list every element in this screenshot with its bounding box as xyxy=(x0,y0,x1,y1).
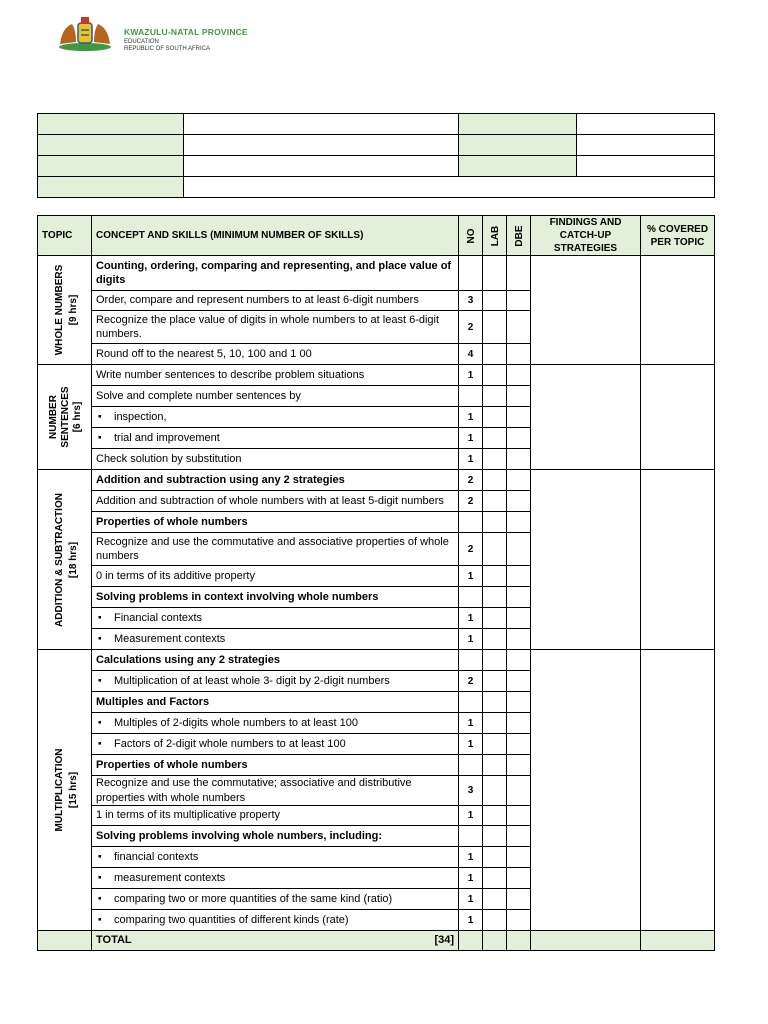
skill-count: 1 xyxy=(459,407,483,428)
lab-cell[interactable] xyxy=(483,650,507,671)
dbe-cell[interactable] xyxy=(507,533,531,566)
dbe-cell[interactable] xyxy=(507,512,531,533)
kzn-education-logo xyxy=(54,14,304,54)
lab-cell[interactable] xyxy=(483,344,507,365)
dbe-cell[interactable] xyxy=(507,629,531,650)
header-covered: % COVERED PER TOPIC xyxy=(641,216,715,256)
skill-cell: Addition and subtraction using any 2 strategies xyxy=(92,470,459,491)
skill-count: 2 xyxy=(459,470,483,491)
dbe-cell[interactable] xyxy=(507,692,531,713)
org-department: EDUCATION xyxy=(124,38,159,45)
info-form-table xyxy=(37,113,715,198)
skill-cell: Round off to the nearest 5, 10, 100 and 1 00 xyxy=(92,344,459,365)
covered-cell[interactable] xyxy=(641,256,715,365)
skill-count: 1 xyxy=(459,449,483,470)
header-lab xyxy=(483,216,507,256)
dbe-cell[interactable] xyxy=(507,826,531,847)
total-covered xyxy=(641,931,715,951)
skill-cell: 0 in terms of its additive property xyxy=(92,566,459,587)
topic-whole-numbers xyxy=(38,256,92,365)
skill-count xyxy=(459,386,483,407)
total-value: [34] xyxy=(434,934,454,947)
skill-cell: Solving problems in context involving whole numbers xyxy=(92,587,459,608)
dbe-cell[interactable] xyxy=(507,311,531,344)
lab-cell[interactable] xyxy=(483,755,507,776)
findings-cell[interactable] xyxy=(531,650,641,931)
header-lab-text: LAB xyxy=(489,225,501,246)
dbe-cell[interactable] xyxy=(507,566,531,587)
skill-cell: Solve and complete number sentences by xyxy=(92,386,459,407)
skill-count: 1 xyxy=(459,566,483,587)
dbe-cell[interactable] xyxy=(507,608,531,629)
skill-cell: Recognize and use the commutative and associative properties of whole numbers xyxy=(92,533,459,566)
lab-cell[interactable] xyxy=(483,512,507,533)
dbe-cell[interactable] xyxy=(507,650,531,671)
skill-count: 2 xyxy=(459,311,483,344)
info-label-cell xyxy=(459,156,577,177)
topic-multiplication xyxy=(38,650,92,931)
dbe-cell[interactable] xyxy=(507,868,531,889)
skill-cell: Solving problems involving whole numbers, including: xyxy=(92,826,459,847)
table-row xyxy=(38,650,715,671)
table-row xyxy=(38,256,715,291)
dbe-cell[interactable] xyxy=(507,671,531,692)
dbe-cell[interactable] xyxy=(507,344,531,365)
skill-count xyxy=(459,512,483,533)
header-no xyxy=(459,216,483,256)
dbe-cell[interactable] xyxy=(507,470,531,491)
dbe-cell[interactable] xyxy=(507,734,531,755)
lab-cell[interactable] xyxy=(483,713,507,734)
dbe-cell[interactable] xyxy=(507,776,531,806)
topic-multiplication-hrs: [15 hrs] xyxy=(67,771,79,809)
total-blank xyxy=(38,931,92,951)
dbe-cell[interactable] xyxy=(507,910,531,931)
lab-cell[interactable] xyxy=(483,806,507,826)
skill-count: 2 xyxy=(459,671,483,692)
header-dbe-text: DBE xyxy=(513,224,525,247)
info-label-cell xyxy=(38,135,184,156)
lab-cell[interactable] xyxy=(483,692,507,713)
skill-cell: Counting, ordering, comparing and representing, and place value of digits xyxy=(92,256,459,291)
lab-cell[interactable] xyxy=(483,826,507,847)
total-lab xyxy=(483,931,507,951)
skill-count: 1 xyxy=(459,734,483,755)
skill-cell: ▪ inspection, xyxy=(92,407,459,428)
info-row xyxy=(38,177,715,198)
skill-count xyxy=(459,755,483,776)
covered-cell[interactable] xyxy=(641,470,715,650)
skill-count: 2 xyxy=(459,491,483,512)
info-value-cell[interactable] xyxy=(184,156,459,177)
findings-cell[interactable] xyxy=(531,365,641,470)
dbe-cell[interactable] xyxy=(507,449,531,470)
skill-count xyxy=(459,650,483,671)
lab-cell[interactable] xyxy=(483,776,507,806)
lab-cell[interactable] xyxy=(483,847,507,868)
skill-cell: ▪ financial contexts xyxy=(92,847,459,868)
dbe-cell[interactable] xyxy=(507,713,531,734)
total-findings xyxy=(531,931,641,951)
skill-cell: ▪ comparing two or more quantities of the same kind (ratio) xyxy=(92,889,459,910)
info-row xyxy=(38,156,715,177)
dbe-cell[interactable] xyxy=(507,587,531,608)
lab-cell[interactable] xyxy=(483,491,507,512)
total-label: TOTAL xyxy=(96,934,132,947)
info-value-cell[interactable] xyxy=(577,135,715,156)
total-no xyxy=(459,931,483,951)
dbe-cell[interactable] xyxy=(507,256,531,291)
skill-cell: ▪ Multiples of 2-digits whole numbers to at least 100 xyxy=(92,713,459,734)
lab-cell[interactable] xyxy=(483,386,507,407)
org-country: REPUBLIC OF SOUTH AFRICA xyxy=(124,45,211,52)
covered-cell[interactable] xyxy=(641,365,715,470)
total-row xyxy=(38,931,715,951)
skill-count xyxy=(459,826,483,847)
lab-cell[interactable] xyxy=(483,587,507,608)
topic-addition-subtraction-name: ADDITION & SUBTRACTION xyxy=(53,492,65,627)
total-dbe xyxy=(507,931,531,951)
lab-cell[interactable] xyxy=(483,470,507,491)
dbe-cell[interactable] xyxy=(507,386,531,407)
skill-cell: ▪ comparing two quantities of different kinds (rate) xyxy=(92,910,459,931)
skill-cell: Properties of whole numbers xyxy=(92,512,459,533)
topic-number-sentences-name1: NUMBER xyxy=(47,395,59,439)
skill-count xyxy=(459,256,483,291)
findings-cell[interactable] xyxy=(531,256,641,365)
lab-cell[interactable] xyxy=(483,428,507,449)
skill-count: 1 xyxy=(459,847,483,868)
skill-cell: ▪ measurement contexts xyxy=(92,868,459,889)
skill-count: 1 xyxy=(459,629,483,650)
topic-number-sentences xyxy=(38,365,92,470)
skill-cell: Recognize the place value of digits in whole numbers to at least 6-digit numbers. xyxy=(92,311,459,344)
skill-cell: Write number sentences to describe problem situations xyxy=(92,365,459,386)
skill-count: 4 xyxy=(459,344,483,365)
info-value-cell[interactable] xyxy=(184,114,459,135)
lab-cell[interactable] xyxy=(483,449,507,470)
lab-cell[interactable] xyxy=(483,291,507,311)
table-row xyxy=(38,365,715,386)
org-name: KWAZULU-NATAL PROVINCE xyxy=(124,27,248,37)
findings-cell[interactable] xyxy=(531,470,641,650)
lab-cell[interactable] xyxy=(483,566,507,587)
info-value-cell[interactable] xyxy=(184,135,459,156)
skill-cell: ▪ Measurement contexts xyxy=(92,629,459,650)
info-label-cell xyxy=(459,114,577,135)
topic-multiplication-name: MULTIPLICATION xyxy=(53,748,65,832)
topic-number-sentences-name2: SENTENCES xyxy=(59,386,71,448)
skill-count xyxy=(459,692,483,713)
skill-cell: Addition and subtraction of whole numbers with at least 5-digit numbers xyxy=(92,491,459,512)
lab-cell[interactable] xyxy=(483,889,507,910)
skill-count: 1 xyxy=(459,806,483,826)
header-findings: FINDINGS AND CATCH-UP STRATEGIES xyxy=(531,216,641,256)
lab-cell[interactable] xyxy=(483,629,507,650)
skill-cell: ▪ Financial contexts xyxy=(92,608,459,629)
skill-count xyxy=(459,587,483,608)
skill-count: 1 xyxy=(459,889,483,910)
skill-count: 1 xyxy=(459,608,483,629)
skill-cell: ▪ Multiplication of at least whole 3- digit by 2-digit numbers xyxy=(92,671,459,692)
header-concept: CONCEPT AND SKILLS (MINIMUM NUMBER OF SKILLS) xyxy=(92,216,459,256)
info-label-cell xyxy=(38,177,184,198)
skill-cell: Multiples and Factors xyxy=(92,692,459,713)
topic-whole-numbers-hrs: [9 hrs] xyxy=(67,294,79,326)
lab-cell[interactable] xyxy=(483,671,507,692)
skill-count: 1 xyxy=(459,428,483,449)
topic-whole-numbers-name: WHOLE NUMBERS xyxy=(53,264,65,356)
table-row xyxy=(38,470,715,491)
dbe-cell[interactable] xyxy=(507,291,531,311)
topic-number-sentences-hrs: [6 hrs] xyxy=(71,401,83,433)
skill-count: 2 xyxy=(459,533,483,566)
lab-cell[interactable] xyxy=(483,608,507,629)
skill-count: 1 xyxy=(459,910,483,931)
dbe-cell[interactable] xyxy=(507,407,531,428)
lab-cell[interactable] xyxy=(483,407,507,428)
covered-cell[interactable] xyxy=(641,650,715,931)
dbe-cell[interactable] xyxy=(507,491,531,512)
skill-count: 3 xyxy=(459,291,483,311)
info-value-cell[interactable] xyxy=(577,114,715,135)
info-value-cell[interactable] xyxy=(577,156,715,177)
skill-cell: 1 in terms of its multiplicative property xyxy=(92,806,459,826)
coat-of-arms-icon xyxy=(54,14,116,52)
info-label-cell xyxy=(38,156,184,177)
dbe-cell[interactable] xyxy=(507,365,531,386)
skill-cell: Check solution by substitution xyxy=(92,449,459,470)
table-header-row xyxy=(38,216,715,256)
dbe-cell[interactable] xyxy=(507,428,531,449)
topic-addition-subtraction-hrs: [18 hrs] xyxy=(67,541,79,578)
dbe-cell[interactable] xyxy=(507,755,531,776)
header-dbe xyxy=(507,216,531,256)
lab-cell[interactable] xyxy=(483,311,507,344)
info-label-cell xyxy=(459,135,577,156)
dbe-cell[interactable] xyxy=(507,847,531,868)
skill-cell: ▪ trial and improvement xyxy=(92,428,459,449)
skill-count: 3 xyxy=(459,776,483,806)
lab-cell[interactable] xyxy=(483,868,507,889)
skill-cell: Recognize and use the commutative; associative and distributive properties with whole numbers xyxy=(92,776,459,806)
skill-cell: ▪ Factors of 2-digit whole numbers to at least 100 xyxy=(92,734,459,755)
dbe-cell[interactable] xyxy=(507,806,531,826)
dbe-cell[interactable] xyxy=(507,889,531,910)
lab-cell[interactable] xyxy=(483,533,507,566)
header-topic: TOPIC xyxy=(38,216,92,256)
lab-cell[interactable] xyxy=(483,256,507,291)
curriculum-coverage-table xyxy=(37,215,715,951)
info-row xyxy=(38,135,715,156)
skill-count: 1 xyxy=(459,365,483,386)
skill-cell: Calculations using any 2 strategies xyxy=(92,650,459,671)
skill-count: 1 xyxy=(459,713,483,734)
skill-cell: Properties of whole numbers xyxy=(92,755,459,776)
info-label-cell xyxy=(38,114,184,135)
topic-addition-subtraction xyxy=(38,470,92,650)
lab-cell[interactable] xyxy=(483,365,507,386)
lab-cell[interactable] xyxy=(483,910,507,931)
header-no-text: NO xyxy=(465,228,477,243)
info-row xyxy=(38,114,715,135)
skill-cell: Order, compare and represent numbers to at least 6-digit numbers xyxy=(92,291,459,311)
skill-count: 1 xyxy=(459,868,483,889)
lab-cell[interactable] xyxy=(483,734,507,755)
info-value-cell[interactable] xyxy=(184,177,715,198)
total-cell xyxy=(92,931,459,951)
